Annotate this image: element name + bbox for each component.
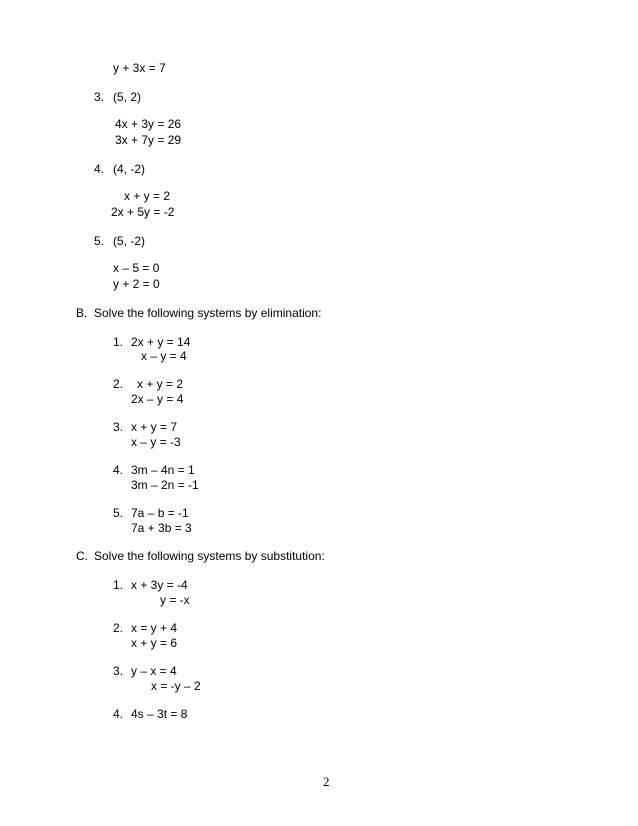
problem-equation-2: 2x + 5y = -2 [111, 205, 175, 219]
problem-equation-2: 3x + 7y = 29 [115, 133, 182, 147]
problem-equation-2: x = -y – 2 [151, 679, 201, 693]
problem-equation-1: 3m – 4n = 1 [131, 463, 195, 477]
problem-equation-2: y = -x [160, 593, 190, 607]
problem-number: 5. [113, 506, 124, 520]
problem-equation-1: x + 3y = -4 [131, 578, 188, 592]
section-heading: Solve the following systems by elimination: [94, 306, 322, 320]
problem-equation-1: 2x + y = 14 [131, 335, 191, 349]
problem-equation-1: 4s – 3t = 8 [131, 707, 188, 721]
problem-equation-1: x + y = 2 [137, 377, 184, 391]
prev-system-equation-2: y + 3x = 7 [113, 61, 166, 75]
problem-equation-2: 3m – 2n = -1 [131, 478, 199, 492]
problem-number: 3. [113, 664, 124, 678]
problem-point: (4, -2) [113, 162, 146, 176]
problem-equation-1: x – 5 = 0 [113, 261, 160, 275]
problem-equation-2: 2x – y = 4 [131, 392, 184, 406]
problem-equation-2: x – y = 4 [141, 349, 187, 363]
problem-equation-2: x + y = 6 [131, 636, 178, 650]
problem-equation-1: x + y = 2 [124, 189, 171, 203]
section-heading: Solve the following systems by substitution: [94, 549, 325, 563]
problem-point: (5, 2) [113, 90, 142, 104]
problem-number: 3. [94, 90, 105, 104]
problem-equation-2: 7a + 3b = 3 [131, 521, 192, 535]
problem-number: 4. [113, 463, 124, 477]
problem-equation-1: 7a – b = -1 [131, 506, 189, 520]
problem-number: 2. [113, 377, 124, 391]
problem-number: 3. [113, 420, 124, 434]
problem-point: (5, -2) [113, 234, 146, 248]
problem-equation-1: x + y = 7 [131, 420, 178, 434]
page-number: 2 [323, 774, 330, 789]
problem-number: 2. [113, 621, 124, 635]
problem-number: 4. [113, 707, 124, 721]
problem-number: 4. [94, 162, 105, 176]
section-letter: B. [76, 306, 88, 320]
problem-number: 1. [113, 335, 124, 349]
problem-equation-1: 4x + 3y = 26 [115, 117, 182, 131]
problem-equation-2: x – y = -3 [131, 435, 181, 449]
problem-equation-1: x = y + 4 [131, 621, 178, 635]
problem-number: 1. [113, 578, 124, 592]
section-letter: C. [76, 549, 88, 563]
problem-number: 5. [94, 234, 105, 248]
problem-equation-1: y – x = 4 [131, 664, 177, 678]
problem-equation-2: y + 2 = 0 [113, 277, 160, 291]
